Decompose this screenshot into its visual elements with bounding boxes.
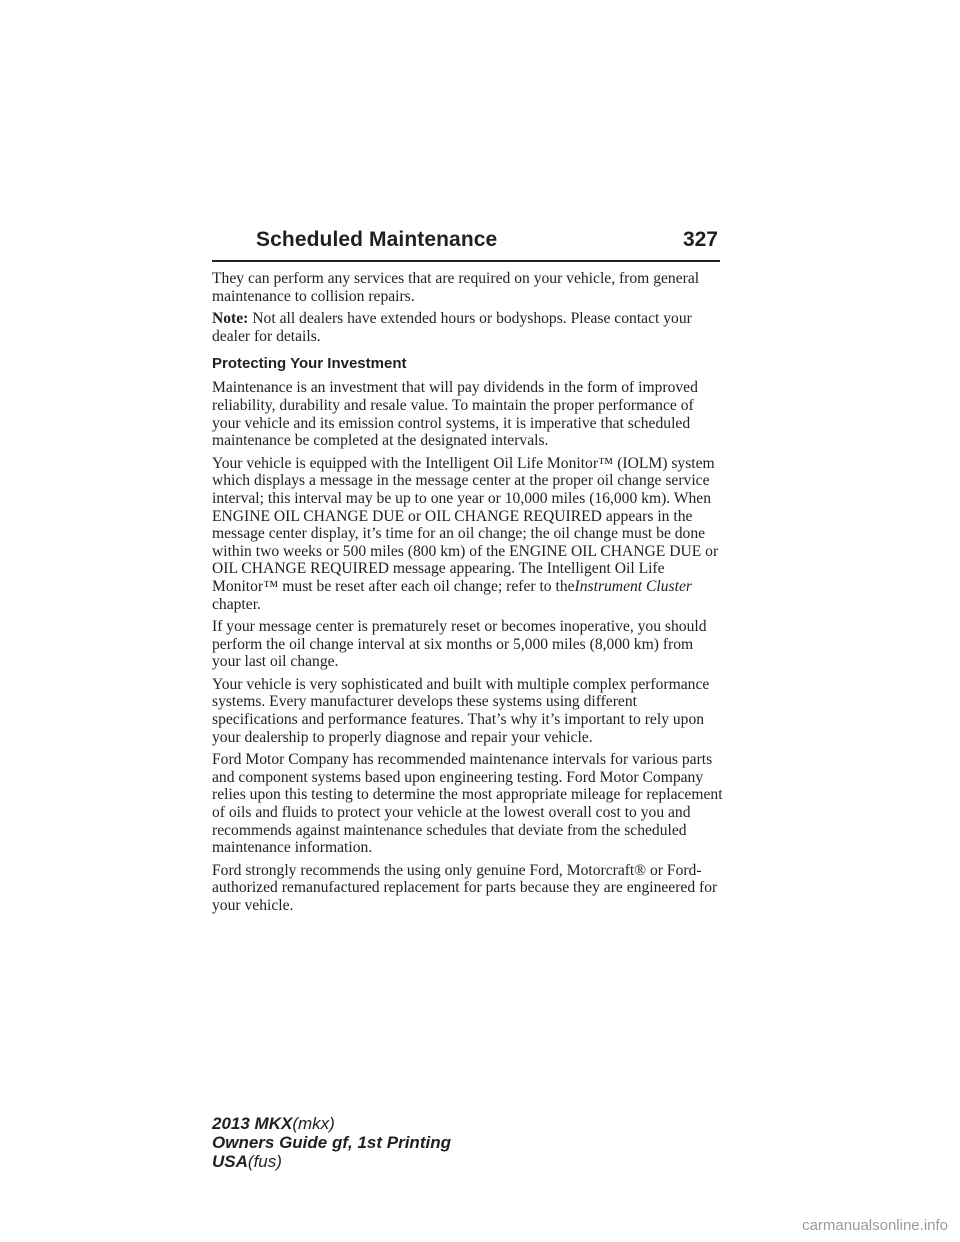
iolm-paragraph	[212, 455, 724, 613]
page-body	[212, 270, 724, 920]
chapter-reference: Instrument Cluster	[574, 577, 692, 595]
iolm-text: Your vehicle is equipped with the Intelligent Oil Life Monitor™ (IOLM) system which displays a message in the message center at the proper oil change service interval; this interval may be up to one year or 10,000 miles (16,000 km). When ENGINE OIL CHANGE DUE or OIL CHANGE REQUIRED appears in the message center display, it’s time for an oil change; the oil change must be done within two weeks or 500 miles (800 km) of the ENGINE OIL CHANGE DUE or OIL CHANGE REQUIRED message appearing. The Intelligent Oil Life Monitor™ must be reset after each oil change; refer to the	[212, 454, 719, 595]
footer-line-model: 2013 MKX(mkx)	[212, 1114, 335, 1133]
section-heading: Protecting Your Investment	[212, 355, 407, 373]
parts-paragraph: Ford strongly recommends the using only genuine Ford, Motorcraft® or Ford-authorized remanufactured replacement for parts because they are engineered for your vehicle.	[212, 861, 718, 914]
section-title: Scheduled Maintenance	[256, 228, 498, 251]
intro-paragraph: They can perform any services that are required on your vehicle, from general maintenance to collision repairs.	[212, 270, 700, 305]
footer-line-guide: Owners Guide gf, 1st Printing	[212, 1133, 451, 1152]
systems-paragraph: Your vehicle is very sophisticated and built with multiple complex performance systems. Every manufacturer develops these systems using different specifications and performance features. That’s why it’s important to rely upon your dealership to properly diagnose and repair your vehicle.	[212, 675, 710, 746]
iolm-end: chapter.	[212, 595, 261, 613]
note-label: Note:	[212, 310, 249, 328]
investment-paragraph: Maintenance is an investment that will pay dividends in the form of improved reliability, durability and resale value. To maintain the proper performance of your vehicle and its emission control systems, it is imperative that scheduled maintenance be completed at the designated intervals.	[212, 379, 698, 450]
intervals-paragraph: Ford Motor Company has recommended maintenance intervals for various parts and component systems based upon engineering testing. Ford Motor Company relies upon this testing to determine the most appropriate mileage for replacement of oils and fluids to protect your vehicle at the lowest overall cost to you and recommends against maintenance schedules that deviate from the scheduled maintenance information.	[212, 751, 723, 857]
header-divider	[212, 260, 720, 262]
page-header	[212, 228, 720, 260]
reset-paragraph: If your message center is prematurely reset or becomes inoperative, you should perform the oil change interval at six months or 5,000 miles (8,000 km) from your last oil change.	[212, 618, 707, 671]
footer-line-market: USA(fus)	[212, 1152, 282, 1171]
note-text: Not all dealers have extended hours or bodyshops. Please contact your dealer for details.	[212, 310, 692, 345]
page-footer	[212, 1114, 451, 1171]
note-paragraph	[212, 310, 724, 345]
page-number: 327	[682, 228, 718, 251]
watermark: carmanualsonline.info	[802, 1217, 948, 1234]
